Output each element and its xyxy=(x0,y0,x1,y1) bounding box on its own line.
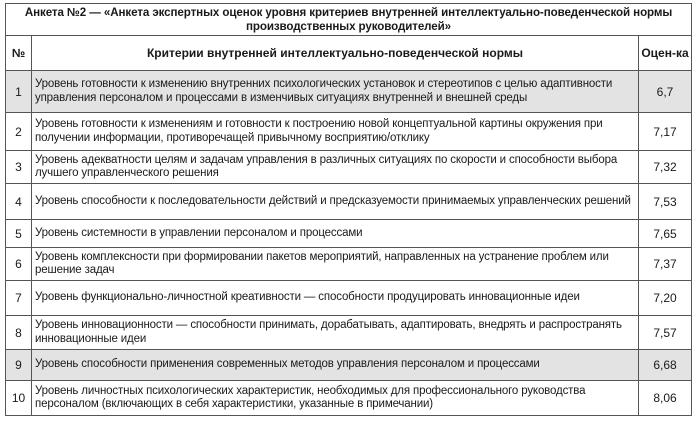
table-row xyxy=(6,71,692,113)
table-row xyxy=(6,151,692,184)
row-number: 8 xyxy=(6,316,32,350)
row-number: 1 xyxy=(6,71,32,113)
row-number: 9 xyxy=(6,350,32,381)
row-number: 7 xyxy=(6,281,32,316)
row-score: 6,7 xyxy=(639,71,692,113)
table-row xyxy=(6,184,692,220)
row-number: 6 xyxy=(6,248,32,281)
table-row xyxy=(6,381,692,416)
table-row xyxy=(6,248,692,281)
row-score: 6,68 xyxy=(639,350,692,381)
row-criterion: Уровень функционально-личностной креативности — способности продуцировать инновационные идеи xyxy=(32,281,639,316)
table-row xyxy=(6,350,692,381)
title-row xyxy=(6,4,692,36)
row-score: 7,53 xyxy=(639,184,692,220)
row-score: 8,06 xyxy=(639,381,692,416)
table-row xyxy=(6,220,692,248)
row-criterion: Уровень комплексности при формировании пакетов мероприятий, направленных на устранение проблем или решение задач xyxy=(32,248,639,281)
row-score: 7,37 xyxy=(639,248,692,281)
row-score: 7,17 xyxy=(639,113,692,151)
criteria-table xyxy=(5,3,692,416)
table-row xyxy=(6,316,692,350)
row-criterion: Уровень готовности к изменению внутренних психологических установок и стереотипов с целью адаптивности управления персоналом и процессами в изменчивых ситуациях внутренней и внешней среды xyxy=(32,71,639,113)
row-criterion: Уровень личностных психологических характеристик, необходимых для профессионального руководства персоналом (включающих в себя характеристики, указанные в примечании) xyxy=(32,381,639,416)
row-number: 5 xyxy=(6,220,32,248)
header-criteria: Критерии внутренней интеллектуально-поведенческой нормы xyxy=(32,36,639,71)
row-score: 7,65 xyxy=(639,220,692,248)
header-row xyxy=(6,36,692,71)
row-criterion: Уровень инновационности — способности принимать, дорабатывать, адаптировать, внедрять и распространять инновационные идеи xyxy=(32,316,639,350)
row-criterion: Уровень готовности к изменениям и готовности к построению новой концептуальной картины окружения при получении информации, противоречащей привычному восприятию/отклику xyxy=(32,113,639,151)
row-number: 10 xyxy=(6,381,32,416)
table-title: Анкета №2 — «Анкета экспертных оценок уровня критериев внутренней интеллектуально-поведенческой нормы производственных руководителей» xyxy=(6,4,692,36)
header-score: Оцен-ка xyxy=(639,36,692,71)
row-number: 4 xyxy=(6,184,32,220)
row-score: 7,32 xyxy=(639,151,692,184)
row-number: 3 xyxy=(6,151,32,184)
table-row xyxy=(6,113,692,151)
header-number: № xyxy=(6,36,32,71)
row-criterion: Уровень способности к последовательности действий и предсказуемости принимаемых управленческих решений xyxy=(32,184,639,220)
row-score: 7,57 xyxy=(639,316,692,350)
row-score: 7,20 xyxy=(639,281,692,316)
row-criterion: Уровень адекватности целям и задачам управления в различных ситуациях по скорости и способности выбора лучшего управленческого решения xyxy=(32,151,639,184)
row-number: 2 xyxy=(6,113,32,151)
survey-sheet xyxy=(5,3,691,418)
row-criterion: Уровень системности в управлении персоналом и процессами xyxy=(32,220,639,248)
table-row xyxy=(6,281,692,316)
row-criterion: Уровень способности применения современных методов управления персоналом и процессами xyxy=(32,350,639,381)
